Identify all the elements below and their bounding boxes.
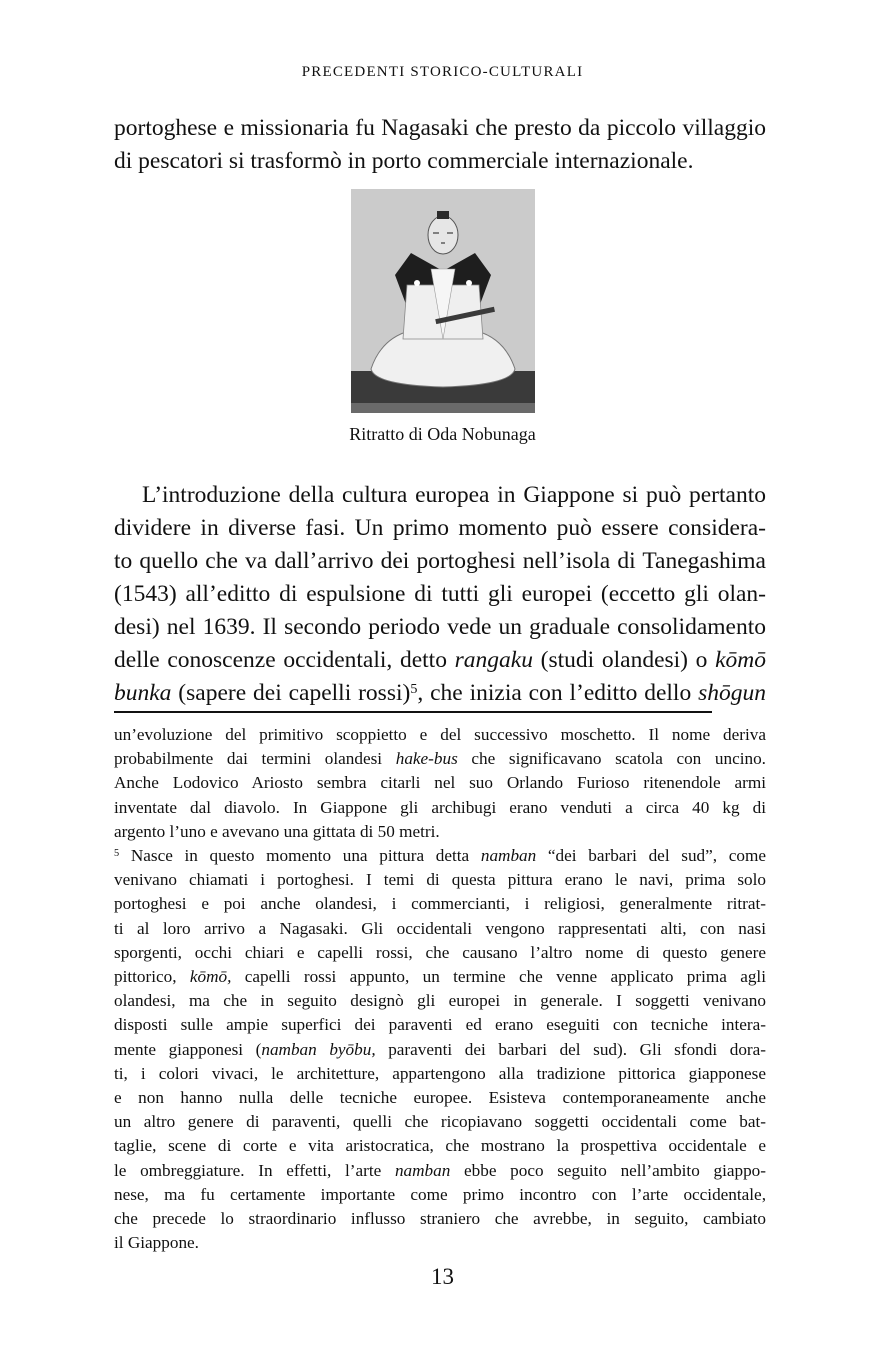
text-line: L’introduzione della cultura europea in Giappone si può pertanto: [142, 482, 766, 508]
portrait-image: [351, 189, 535, 413]
italic-term: shōgun: [698, 680, 766, 706]
text-line: [114, 677, 766, 710]
text-run: (sapere dei capelli rossi): [171, 680, 411, 706]
text-run: (studi olandesi) o: [532, 647, 716, 673]
footnote-line: il Giappone.: [114, 1233, 199, 1253]
footnote-line: un altro genere di paraventi, quelli che ricopiavano soggetti occidentali come bat-: [114, 1112, 766, 1132]
footnote-line: e non hanno nulla delle tecniche europee. Esisteva contemporaneamente anche: [114, 1088, 766, 1108]
footnotes: [114, 723, 766, 1255]
italic-term: namban: [394, 1160, 451, 1180]
footnote-number: 5: [114, 847, 120, 859]
italic-term: rangaku: [454, 647, 533, 673]
italic-term: namban: [480, 846, 537, 866]
running-header: PRECEDENTI STORICO-CULTURALI: [301, 64, 584, 80]
footnote-line: [114, 965, 766, 989]
footnote-line: olandesi, ma che in seguito designò gli europei in generale. I soggetti venivano: [114, 991, 766, 1011]
text-run: pittorico,: [114, 967, 190, 987]
italic-term: kōmō,: [189, 967, 232, 987]
text-run: le ombreggiature. In effetti, l’arte: [114, 1160, 395, 1180]
text-run: probabilmente dai termini olandesi: [114, 749, 396, 769]
text-run: paraventi dei barbari del sud). Gli sfondi dora-: [375, 1039, 766, 1059]
text-run: capelli rossi appunto, un termine che venne applicato prima agli: [231, 967, 766, 987]
footnote-line: [114, 747, 766, 771]
text-run: delle conoscenze occidentali, detto: [114, 647, 455, 673]
paragraph-top: [114, 112, 766, 178]
text-line: desi) nel 1639. Il secondo periodo vede un graduale consolidamento: [114, 614, 766, 640]
footnote-line: portoghesi e poi anche olandesi, i commercianti, i religiosi, generalmente ritrat-: [114, 894, 766, 914]
text-line: di pescatori si trasformò in porto commerciale internazionale.: [114, 148, 694, 174]
italic-term: namban byōbu,: [261, 1039, 376, 1059]
footnote-line: taglie, scene di corte e vita aristocratica, che mostrano la prospettiva occidentale e: [114, 1136, 766, 1156]
footnote-line: ti, i colori vivaci, le architetture, appartengono alla tradizione pittorica giapponese: [114, 1063, 766, 1083]
text-run: Nasce in questo momento una pittura detta: [119, 846, 481, 866]
text-run: ebbe poco seguito nell’ambito giappo-: [450, 1160, 766, 1180]
footnote-line: [114, 1159, 766, 1183]
footnote-line: [114, 844, 766, 868]
text-line: to quello che va dall’arrivo dei portoghesi nell’isola di Tanegashima: [114, 548, 766, 574]
footnote-line: argento l’uno e avevano una gittata di 50 metri.: [114, 821, 440, 841]
text-run: che significavano scatola con uncino.: [457, 749, 766, 769]
text-line: portoghese e missionaria fu Nagasaki che presto da piccolo villaggio: [114, 115, 766, 141]
footnote-line: un’evoluzione del primitivo scoppietto e del successivo moschetto. Il nome deriva: [114, 725, 766, 744]
portrait-figure: [351, 189, 535, 413]
text-line: [114, 644, 766, 677]
italic-term: kōmō: [715, 647, 767, 673]
italic-term: hake-bus: [395, 749, 458, 769]
footnote-line: [114, 1038, 766, 1062]
footnote-separator: [114, 711, 712, 713]
page-number: 13: [431, 1264, 454, 1289]
italic-term: bunka: [114, 680, 172, 706]
footnote-line: Anche Lodovico Ariosto sembra citarli nel suo Orlando Furioso ritenendole armi: [114, 773, 766, 793]
footnote-line: ti al loro arrivo a Nagasaki. Gli occidentali vengono rappresentati alti, con nasi: [114, 918, 766, 938]
footnote-line: disposti sulle ampie superfici dei paraventi ed erano eseguiti con tecniche intera-: [114, 1015, 766, 1035]
text-run: “dei barbari del sud”, come: [536, 846, 766, 866]
footnote-line: nese, ma fu certamente importante come primo incontro con l’arte occidentale,: [114, 1184, 766, 1204]
paragraph-main: [114, 479, 766, 710]
figure-caption: Ritratto di Oda Nobunaga: [349, 424, 536, 444]
footnote-reference[interactable]: 5: [410, 680, 418, 697]
footnote-line: inventate dal diavolo. In Giappone gli archibugi erano venduti a circa 40 kg di: [114, 797, 766, 817]
footnote-line: che precede lo straordinario influsso straniero che avrebbe, in seguito, cambiato: [114, 1209, 766, 1229]
text-line: (1543) all’editto di espulsione di tutti gli europei (eccetto gli olan-: [114, 581, 766, 607]
footnote-line: venivano chiamati i portoghesi. I temi di questa pittura erano le navi, prima solo: [114, 870, 766, 890]
text-run: mente giapponesi (: [114, 1039, 262, 1059]
text-run: , che inizia con l’editto dello: [417, 680, 699, 706]
footnote-line: sporgenti, occhi chiari e capelli rossi, che causano l’altro nome di questo genere: [114, 942, 766, 962]
text-line: dividere in diverse fasi. Un primo momento può essere considera-: [114, 515, 766, 541]
